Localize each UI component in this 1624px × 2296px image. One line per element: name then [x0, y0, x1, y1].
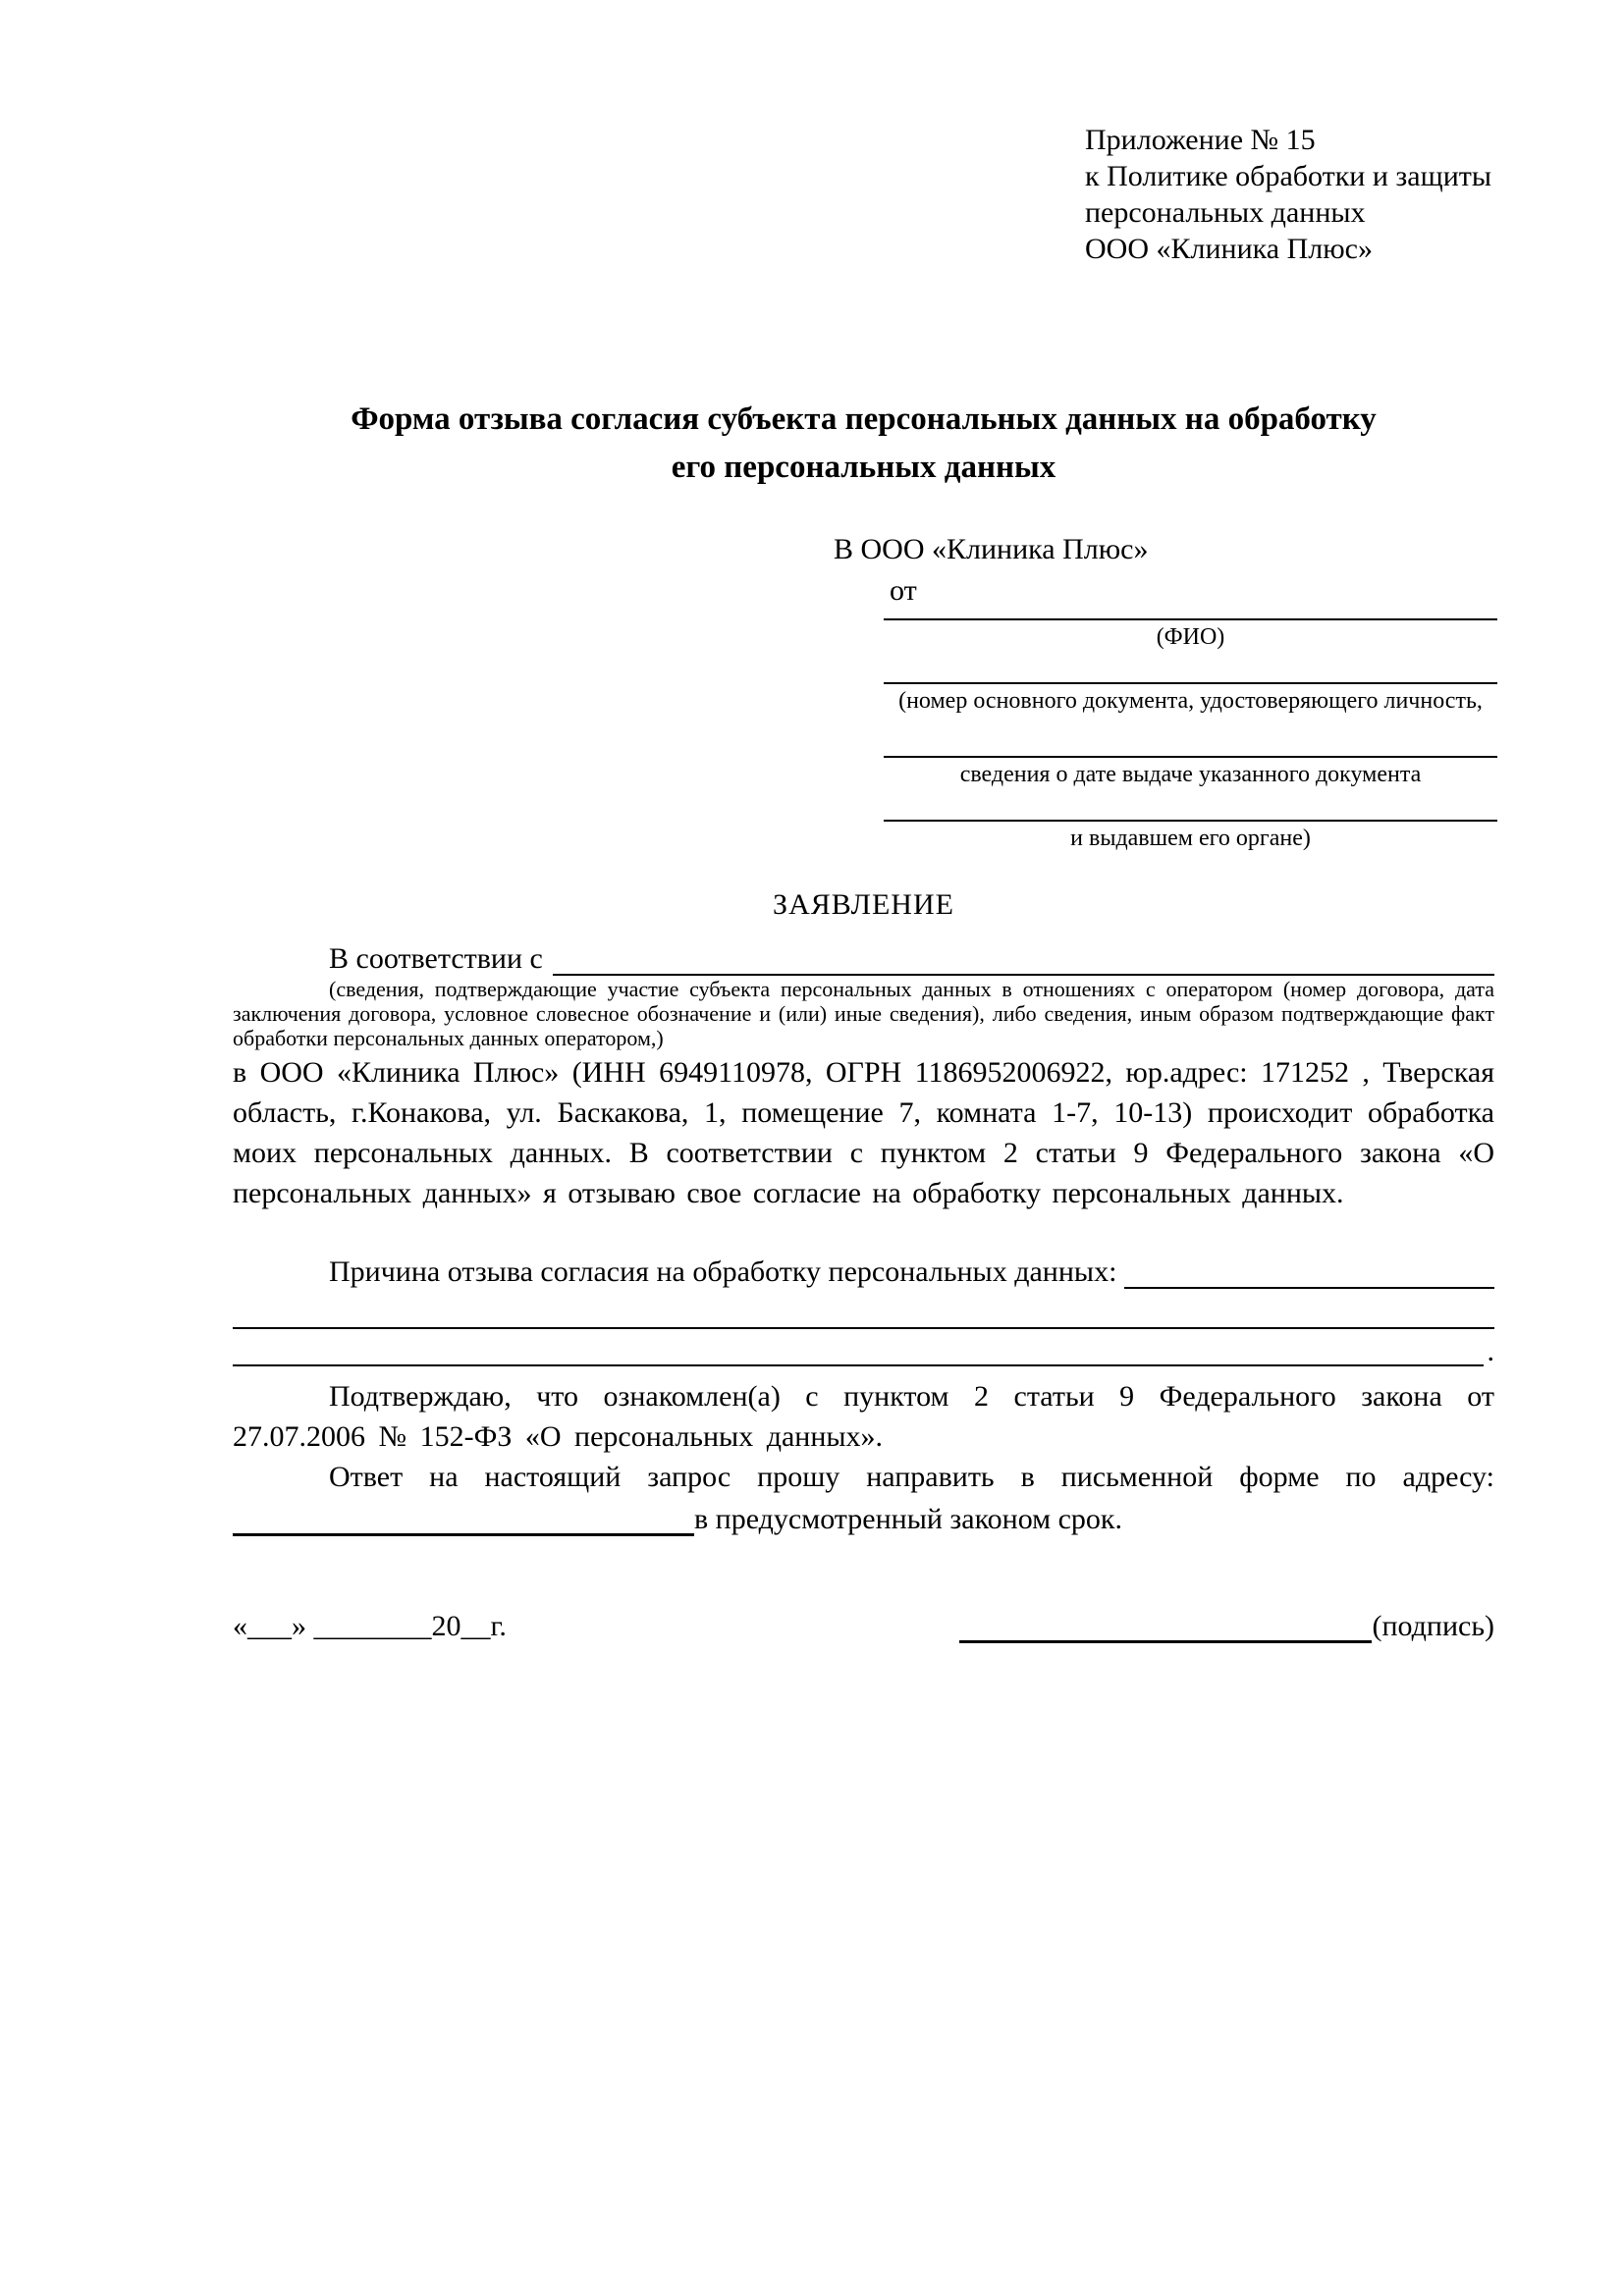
blank-line-2-period: .: [1487, 1335, 1494, 1367]
signature-row: [233, 1605, 1494, 1643]
reason-line: [233, 1254, 1494, 1289]
signature-label: (подпись): [1372, 1610, 1494, 1642]
reply-line: Ответ на настоящий запрос прошу направить в письменной форме по адресу:: [329, 1461, 1494, 1493]
doc-number-blank-line: [884, 682, 1497, 716]
intro-prefix: В соответствии с: [329, 942, 543, 975]
reason-label: Причина отзыва согласия на обработку персональных данных:: [329, 1255, 1117, 1288]
confirm-paragraph: Подтверждаю, что ознакомлен(а) с пунктом 2 статьи 9 Федерального закона от 27.07.2006 № 152-ФЗ «О персональных данных».: [233, 1380, 1494, 1453]
issue-date-blank-line: [884, 756, 1497, 789]
issue-date-label: сведения о дате выдаче указанного документа: [959, 762, 1422, 787]
addressee-from-label: от: [890, 574, 917, 607]
blank-line-1: [233, 1288, 1494, 1329]
issuing-authority-label: и выдавшем его органе): [1070, 826, 1311, 851]
appendix-note-line: персональных данных: [1085, 196, 1366, 229]
document-title: [233, 396, 1494, 492]
blank-line-2-rule: [233, 1327, 1484, 1366]
appendix-note-line: Приложение № 15: [1085, 124, 1316, 156]
signature-blank-line: [959, 1605, 1372, 1643]
fio-blank-line: [884, 618, 1497, 652]
address-blank-line: [233, 1498, 694, 1536]
main-paragraph: в ООО «Клиника Плюс» (ИНН 6949110978, ОГРН 1186952006922, юр.адрес: 171252 , Тверская область, г.Конакова, ул. Баскакова, 1, помещение 7, комната 1-7, 10-13) происходит обработка моих персональных данных. В соответствии с пунктом 2 статьи 9 Федерального закона «О персональных данных» я отзываю свое согласие на обработку персональных данных.: [233, 1056, 1494, 1209]
intro-line: [329, 940, 1494, 976]
document-title-line2: его персональных данных: [671, 450, 1056, 485]
appendix-note: [1085, 122, 1491, 267]
date-field: «___» ________20__г.: [233, 1610, 507, 1642]
reason-blank-line: [1124, 1254, 1494, 1289]
appendix-note-line: к Политике обработки и защиты: [1085, 160, 1492, 192]
appendix-note-line: ООО «Клиника Плюс»: [1085, 233, 1373, 265]
intro-blank-line: [553, 940, 1494, 976]
signature-group: [959, 1605, 1494, 1643]
reply-suffix: в предусмотренный законом срок.: [694, 1503, 1122, 1535]
addressee-to: В ООО «Клиника Плюс»: [834, 533, 1149, 565]
footnote-text: (сведения, подтверждающие участие субъекта персональных данных в отношениях с оператором (номер договора, дата заключения договора, условное словесное обозначение и (или) иные сведения), либо сведения, иным образом подтверждающие факт обработки персональных данных оператором,): [233, 977, 1494, 1050]
statement-heading: ЗАЯВЛЕНИЕ: [773, 888, 954, 921]
document-title-line1: Форма отзыва согласия субъекта персональных данных на обработку: [351, 401, 1377, 437]
fio-label: (ФИО): [1156, 624, 1225, 650]
doc-number-label: (номер основного документа, удостоверяющего личность,: [898, 688, 1483, 714]
reply-address-row: [233, 1498, 1494, 1536]
blank-line-2: [233, 1327, 1494, 1366]
issuing-authority-blank-line: [884, 820, 1497, 853]
